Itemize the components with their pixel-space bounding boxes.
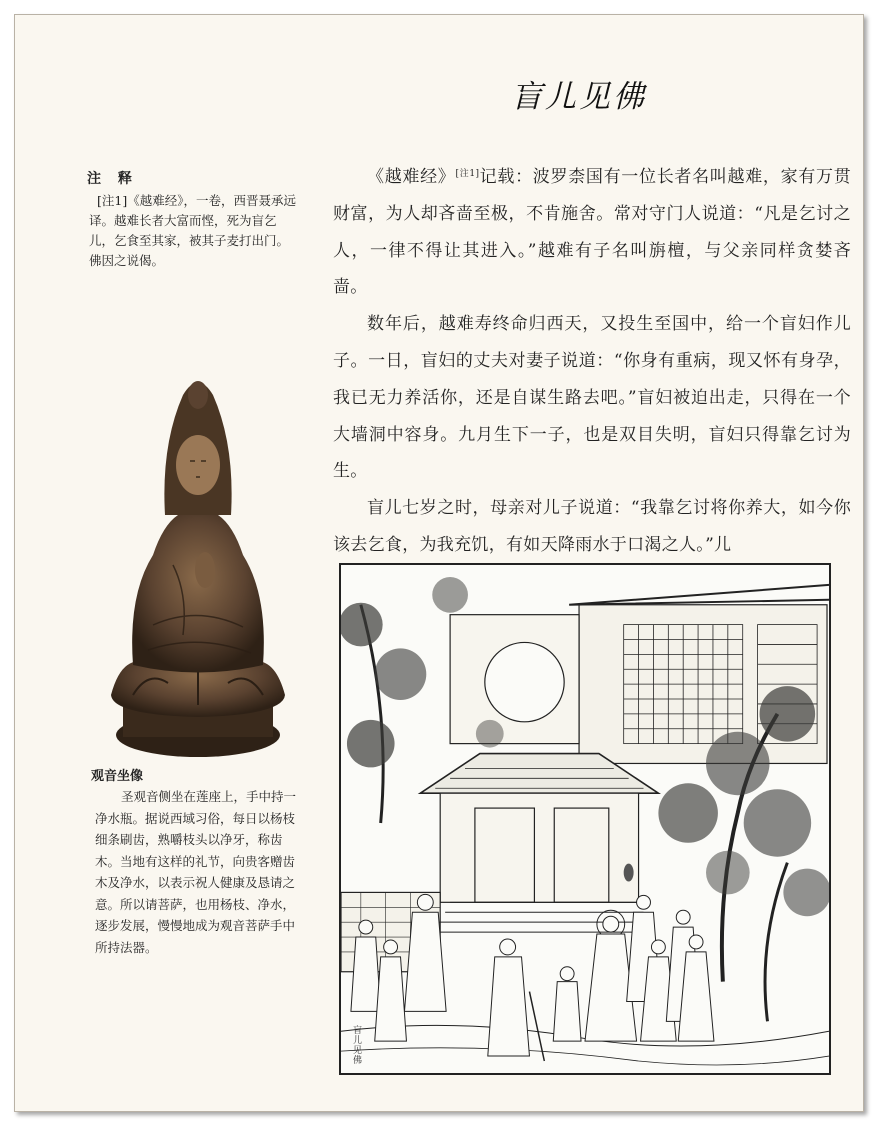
statue-caption-body: 圣观音侧坐在莲座上，手中持一净水瓶。据说西域习俗，每日以杨枝细条刷齿，熟嚼枝头以净牙，称齿木。当地有这样的礼节，向贵客赠齿木及净水，以表示祝人健康及恳请之意。所以请菩萨，也用杨枝、净水，逐步发展，慢慢地成为观音菩萨手中所持法器。 [95,789,297,955]
statue-caption-heading: 观音坐像 [91,769,144,784]
notes-body: [注1]《越难经》，一卷，西晋聂承远译。越难长者大富而悭，死为盲乞儿，乞食至其家，被其子麦打出门。佛因之说偈。 [89,193,296,268]
paragraph-1 [333,156,851,306]
page-title: 盲儿见佛 [511,79,647,115]
woodblock-illustration [339,563,831,1075]
page [14,14,864,1112]
illustration-label: 盲儿见佛 [351,1025,361,1065]
paragraph-3: 盲儿七岁之时，母亲对儿子说道：“我靠乞讨将你养大，如今你该去乞食，为我充饥，有如天降雨水于口渴之人。”儿 [333,498,851,555]
guanyin-statue-image [93,365,303,765]
book-title: 《越难经》 [367,167,456,187]
footnote-ref: [注1] [455,169,480,179]
paragraph-1-text: 记载：波罗柰国有一位长者名叫越难，家有万贯财富，为人却吝啬至极，不肯施舍。常对守门人说道：“凡是乞讨之人，一律不得让其进入。”越难有子名叫旃檀，与父亲同样贪婪吝啬。 [333,167,852,298]
notes-heading: 注 释 [87,171,138,187]
paragraph-2: 数年后，越难寿终命归西天，又投生至国中，给一个盲妇作儿子。一日，盲妇的丈夫对妻子说道：“你身有重病，现又怀有身孕，我已无力养活你，还是自谋生路去吧。”盲妇被迫出走，只得在一个大墙洞中容身。九月生下一子，也是双目失明，盲妇只得靠乞讨为生。 [333,314,851,482]
main-text [333,156,851,564]
